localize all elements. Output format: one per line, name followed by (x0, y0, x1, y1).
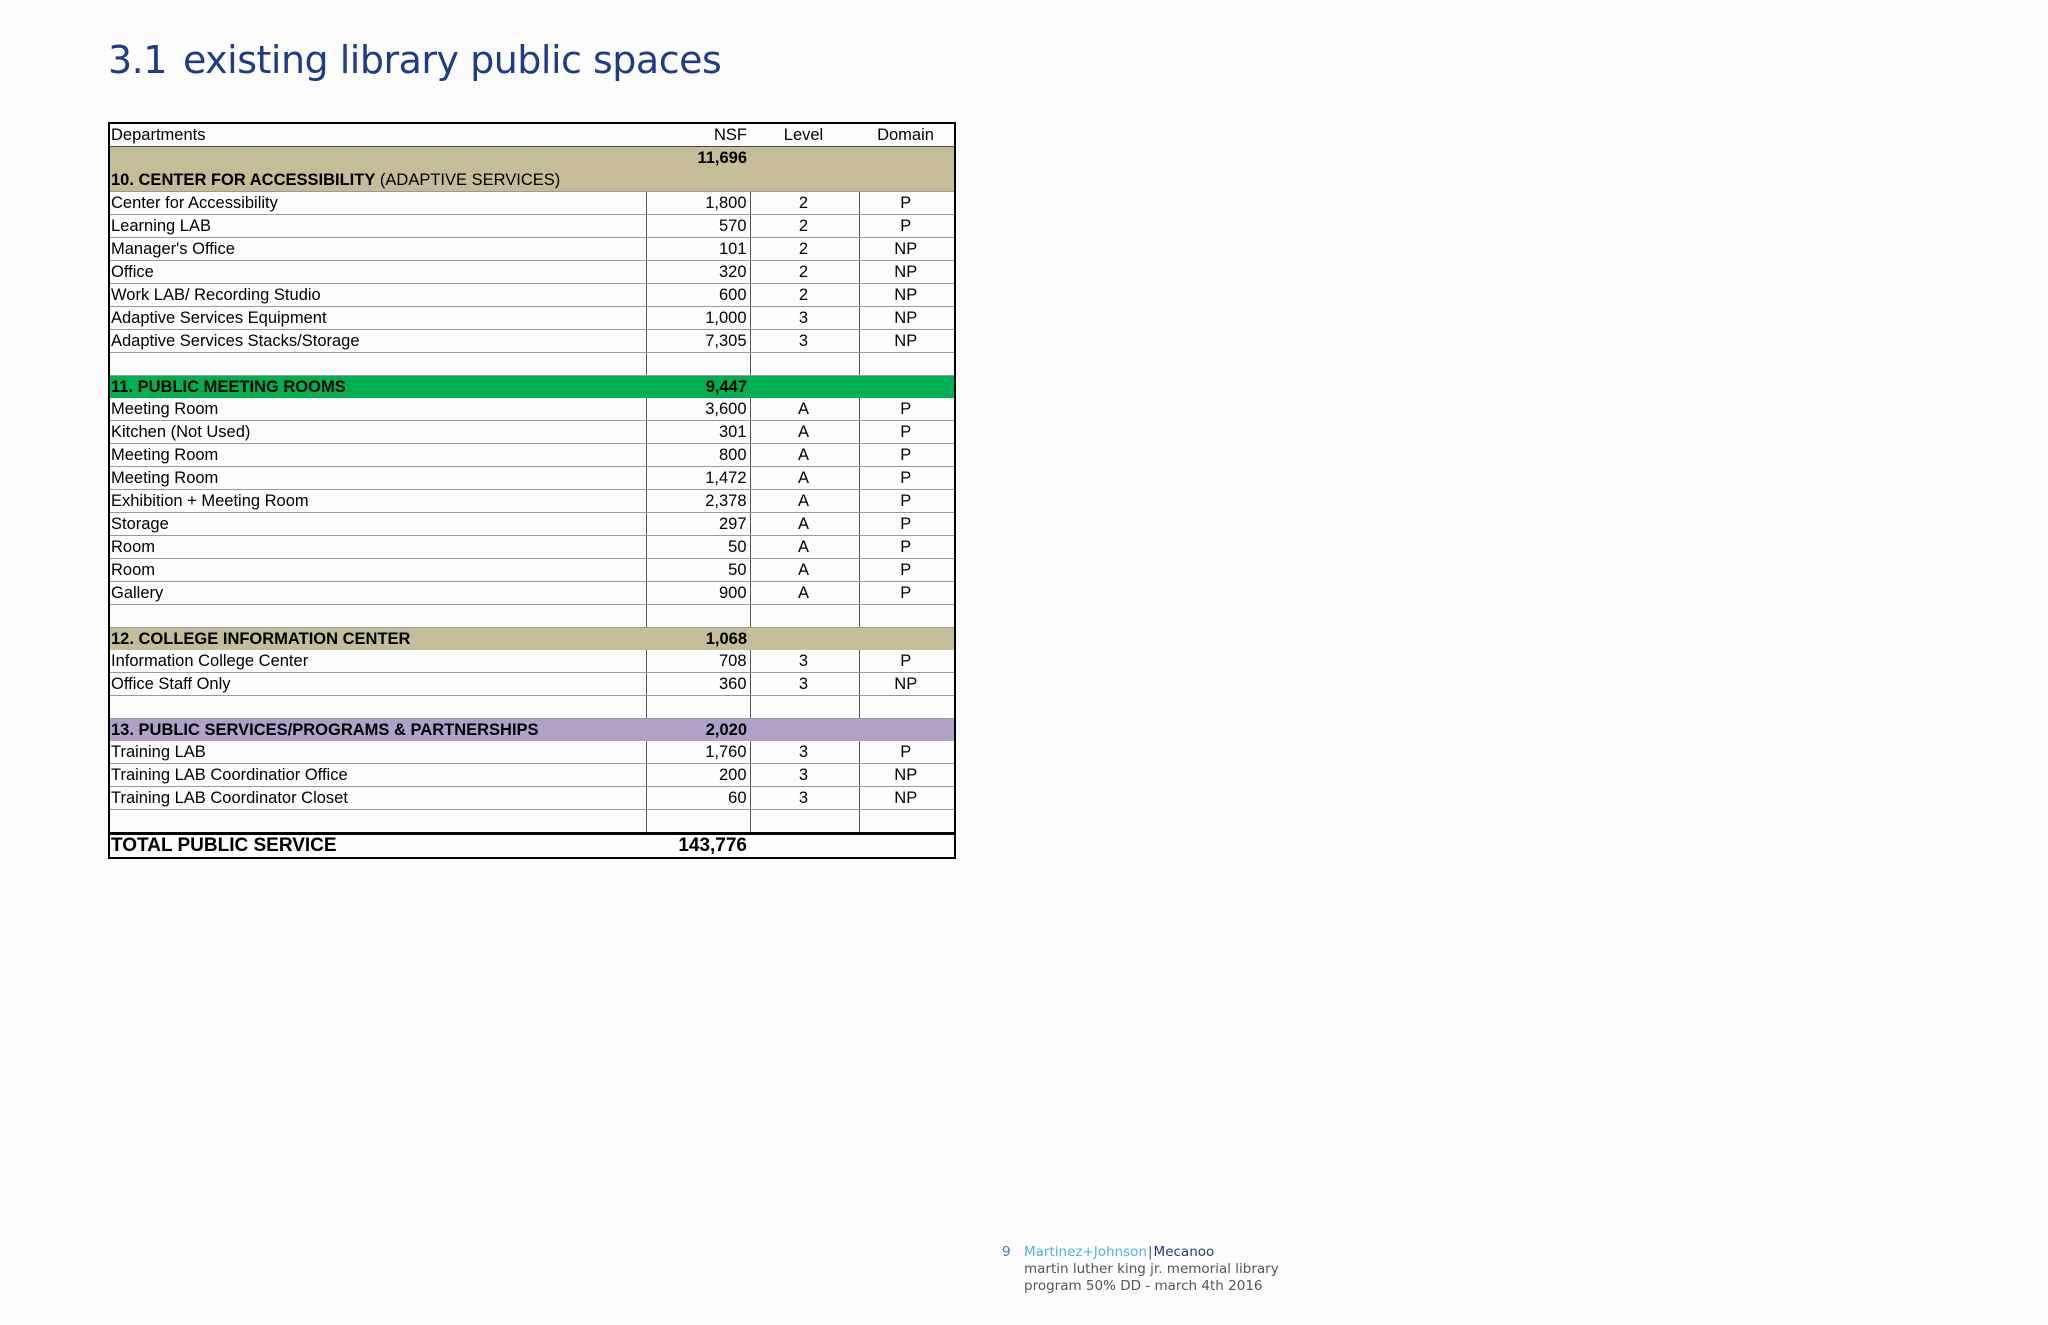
program-table-body (109, 123, 955, 858)
space-name: Learning LAB (109, 215, 646, 238)
space-name: Training LAB Coordinator Closet (109, 787, 646, 810)
space-domain: NP (859, 330, 955, 353)
table-row (109, 513, 955, 536)
space-nsf: 320 (646, 261, 750, 284)
section-title-row (109, 376, 955, 399)
space-nsf: 1,760 (646, 741, 750, 764)
blank-cell (646, 810, 750, 834)
blank-cell (646, 696, 750, 719)
space-domain: NP (859, 238, 955, 261)
section-total: 1,068 (646, 628, 750, 651)
space-domain: P (859, 421, 955, 444)
table-row (109, 650, 955, 673)
blank-cell (109, 696, 646, 719)
blank-cell (859, 605, 955, 628)
section-title-row (109, 719, 955, 742)
footer-credits (1024, 1244, 1279, 1295)
space-domain: P (859, 513, 955, 536)
space-domain: NP (859, 284, 955, 307)
space-nsf: 301 (646, 421, 750, 444)
blank-row (109, 605, 955, 628)
blank-cell (859, 810, 955, 834)
space-nsf: 60 (646, 787, 750, 810)
table-row (109, 330, 955, 353)
blank-cell (109, 353, 646, 376)
section-title-row (109, 169, 955, 192)
firm-martinez-johnson: Martinez+Johnson (1024, 1244, 1147, 1260)
space-name: Training LAB Coordinatior Office (109, 764, 646, 787)
space-level: A (750, 513, 859, 536)
section-total: 9,447 (646, 376, 750, 399)
space-nsf: 297 (646, 513, 750, 536)
header-domain: Domain (859, 123, 955, 147)
space-nsf: 50 (646, 536, 750, 559)
space-name: Training LAB (109, 741, 646, 764)
blank-cell (859, 834, 955, 859)
space-name: Meeting Room (109, 467, 646, 490)
space-level: A (750, 444, 859, 467)
space-nsf: 3,600 (646, 398, 750, 421)
section-title-row (109, 628, 955, 651)
space-nsf: 900 (646, 582, 750, 605)
header-departments: Departments (109, 123, 646, 147)
section-number: 3.1 (108, 38, 167, 82)
space-level: 2 (750, 192, 859, 215)
space-level: 3 (750, 741, 859, 764)
space-domain: P (859, 398, 955, 421)
table-row (109, 582, 955, 605)
table-row (109, 444, 955, 467)
section-title: existing library public spaces (182, 38, 722, 82)
space-domain: P (859, 650, 955, 673)
firm-separator: | (1147, 1244, 1153, 1260)
table-header-row (109, 123, 955, 147)
space-nsf: 50 (646, 559, 750, 582)
space-level: A (750, 536, 859, 559)
space-name: Kitchen (Not Used) (109, 421, 646, 444)
table-row (109, 787, 955, 810)
space-domain: P (859, 536, 955, 559)
space-domain: P (859, 490, 955, 513)
space-name: Center for Accessibility (109, 192, 646, 215)
space-nsf: 1,000 (646, 307, 750, 330)
section-spacer-cell (750, 376, 859, 399)
space-domain: P (859, 741, 955, 764)
blank-cell (109, 810, 646, 834)
table-row (109, 421, 955, 444)
blank-cell (109, 605, 646, 628)
blank-cell (750, 353, 859, 376)
blank-cell (859, 696, 955, 719)
table-row (109, 559, 955, 582)
space-level: 2 (750, 215, 859, 238)
page-number: 9 (1002, 1244, 1011, 1260)
space-name: Storage (109, 513, 646, 536)
space-domain: NP (859, 764, 955, 787)
space-name: Gallery (109, 582, 646, 605)
space-level: 3 (750, 787, 859, 810)
space-nsf: 570 (646, 215, 750, 238)
table-row (109, 467, 955, 490)
table-row (109, 307, 955, 330)
space-level: 3 (750, 673, 859, 696)
space-level: A (750, 467, 859, 490)
table-row (109, 741, 955, 764)
space-name: Office (109, 261, 646, 284)
table-row (109, 284, 955, 307)
blank-row (109, 810, 955, 834)
space-name: Adaptive Services Equipment (109, 307, 646, 330)
table-row (109, 398, 955, 421)
space-nsf: 360 (646, 673, 750, 696)
space-domain: P (859, 444, 955, 467)
section-name-bold: 10. CENTER FOR ACCESSIBILITY (111, 171, 376, 189)
blank-row (109, 696, 955, 719)
table-row (109, 764, 955, 787)
space-nsf: 200 (646, 764, 750, 787)
space-domain: NP (859, 787, 955, 810)
space-level: A (750, 398, 859, 421)
space-domain: P (859, 582, 955, 605)
blank-cell (750, 605, 859, 628)
table-row (109, 238, 955, 261)
blank-cell (859, 353, 955, 376)
section-name-suffix: (ADAPTIVE SERVICES) (375, 171, 561, 189)
space-level: 3 (750, 764, 859, 787)
space-name: Office Staff Only (109, 673, 646, 696)
space-domain: P (859, 192, 955, 215)
section-name: 11. PUBLIC MEETING ROOMS (109, 376, 646, 399)
firm-mecanoo: Mecanoo (1153, 1244, 1215, 1260)
footer-project-name: martin luther king jr. memorial library (1024, 1261, 1279, 1277)
section-spacer-cell (750, 628, 859, 651)
section-total: 2,020 (646, 719, 750, 742)
space-domain: P (859, 467, 955, 490)
blank-row (109, 353, 955, 376)
space-nsf: 7,305 (646, 330, 750, 353)
header-level: Level (750, 123, 859, 147)
footer-document-info: program 50% DD - march 4th 2016 (1024, 1278, 1263, 1294)
blank-cell (646, 353, 750, 376)
space-domain: NP (859, 307, 955, 330)
space-domain: NP (859, 673, 955, 696)
section-name (109, 169, 955, 192)
space-level: A (750, 421, 859, 444)
space-name: Information College Center (109, 650, 646, 673)
space-name: Exhibition + Meeting Room (109, 490, 646, 513)
grand-total-row (109, 834, 955, 859)
space-nsf: 1,472 (646, 467, 750, 490)
space-level: 3 (750, 307, 859, 330)
section-spacer-cell (859, 376, 955, 399)
page-title (108, 38, 721, 82)
blank-cell (750, 696, 859, 719)
space-nsf: 708 (646, 650, 750, 673)
space-name: Room (109, 559, 646, 582)
table-row (109, 673, 955, 696)
space-name: Meeting Room (109, 398, 646, 421)
blank-cell (750, 834, 859, 859)
section-total-row (109, 147, 955, 170)
program-table (108, 122, 956, 859)
section-name: 12. COLLEGE INFORMATION CENTER (109, 628, 646, 651)
space-level: A (750, 490, 859, 513)
space-level: 3 (750, 650, 859, 673)
table-row (109, 261, 955, 284)
section-total: 11,696 (646, 147, 750, 170)
space-name: Work LAB/ Recording Studio (109, 284, 646, 307)
space-nsf: 1,800 (646, 192, 750, 215)
header-nsf: NSF (646, 123, 750, 147)
section-spacer-cell (859, 628, 955, 651)
space-name: Manager's Office (109, 238, 646, 261)
space-domain: P (859, 215, 955, 238)
table-row (109, 192, 955, 215)
table-row (109, 490, 955, 513)
space-level: 2 (750, 238, 859, 261)
section-spacer-cell (859, 147, 955, 170)
grand-total-label: TOTAL PUBLIC SERVICE (109, 834, 646, 859)
table-row (109, 215, 955, 238)
section-spacer-cell (750, 147, 859, 170)
space-name: Meeting Room (109, 444, 646, 467)
space-level: A (750, 582, 859, 605)
space-domain: NP (859, 261, 955, 284)
space-nsf: 800 (646, 444, 750, 467)
section-spacer-cell (109, 147, 646, 170)
space-nsf: 101 (646, 238, 750, 261)
space-level: 2 (750, 284, 859, 307)
table-row (109, 536, 955, 559)
space-level: 3 (750, 330, 859, 353)
space-name: Adaptive Services Stacks/Storage (109, 330, 646, 353)
blank-cell (646, 605, 750, 628)
blank-cell (750, 810, 859, 834)
section-spacer-cell (859, 719, 955, 742)
grand-total-value: 143,776 (646, 834, 750, 859)
space-domain: P (859, 559, 955, 582)
space-level: 2 (750, 261, 859, 284)
space-level: A (750, 559, 859, 582)
section-spacer-cell (750, 719, 859, 742)
space-nsf: 2,378 (646, 490, 750, 513)
space-nsf: 600 (646, 284, 750, 307)
space-name: Room (109, 536, 646, 559)
section-name: 13. PUBLIC SERVICES/PROGRAMS & PARTNERSHIPS (109, 719, 646, 742)
footer-firms (1024, 1244, 1279, 1261)
